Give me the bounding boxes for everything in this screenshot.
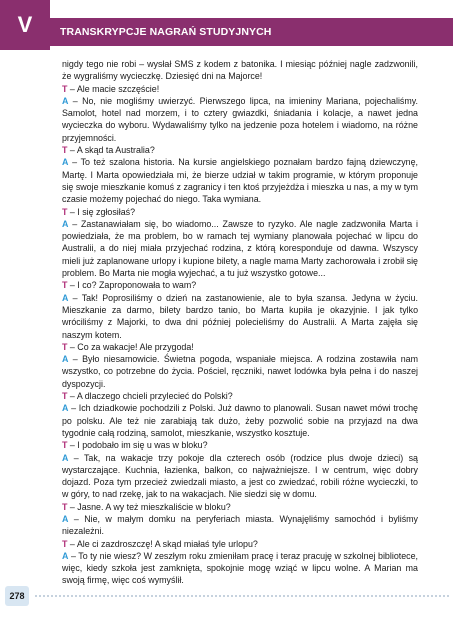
speaker-label: A bbox=[62, 292, 69, 303]
speaker-label: A bbox=[62, 513, 69, 524]
line-text: I się zgłosiłaś? bbox=[77, 206, 136, 217]
transcript-line bbox=[62, 144, 418, 156]
speaker-dash: – bbox=[68, 95, 83, 106]
unit-letter: V bbox=[17, 12, 33, 37]
speaker-dash: – bbox=[68, 218, 81, 229]
speaker-label: A bbox=[62, 550, 69, 561]
speaker-label: T bbox=[62, 341, 68, 352]
speaker-dash: – bbox=[68, 403, 79, 414]
transcript-line bbox=[62, 95, 418, 144]
transcript-line bbox=[62, 550, 418, 587]
line-text: Tak! Poprosiliśmy o dzień na zastanowienie, ale to była szansa. Jedyna w życiu. Mieszkanie za darmo, bilety bardzo tanio, bo Marta kupiła je okazyjnie. I jak tylko wróciliśmy z Majorki, to dwa dni później polecieliśmy do Australii. A Marta zajęła się naszym kotem. bbox=[62, 292, 418, 340]
speaker-label: A bbox=[62, 354, 69, 365]
speaker-dash: – bbox=[67, 280, 78, 291]
speaker-dash: – bbox=[67, 501, 78, 512]
transcript-line bbox=[62, 292, 418, 341]
transcript-line bbox=[62, 390, 418, 402]
speaker-dash: – bbox=[68, 550, 79, 561]
speaker-label: T bbox=[62, 206, 68, 217]
unit-tab bbox=[0, 0, 50, 50]
speaker-label: T bbox=[62, 280, 68, 291]
speaker-dash: – bbox=[67, 538, 77, 549]
speaker-dash: – bbox=[67, 391, 77, 402]
section-header bbox=[50, 18, 453, 46]
speaker-label: T bbox=[62, 145, 68, 156]
line-text: Tak, na wakacje trzy pokoje dla czterech osób (rodzice plus dwoje dzieci) są wystarczające. Kuchnia, łazienka, balkon, co najważniejsze. I w centrum, więc dobry dojazd. Poza tym przecież zwiedzali miasto, a jest co zwiedzać, robili różne wycieczki, to w góry, to nad rzekę, jak to na wakacjach. Nie siedzi się w domu. bbox=[62, 452, 418, 500]
speaker-dash: – bbox=[68, 292, 82, 303]
speaker-dash: – bbox=[67, 145, 77, 156]
line-text: Ale ci zazdroszczę! A skąd miałaś tyle urlopu? bbox=[76, 538, 258, 549]
speaker-label: A bbox=[62, 452, 69, 463]
section-title: TRANSKRYPCJE NAGRAŃ STUDYJNYCH bbox=[60, 26, 272, 38]
transcript-line bbox=[62, 439, 418, 451]
transcript-line bbox=[62, 83, 418, 95]
line-text: Ich dziadkowie pochodzili z Polski. Już dawno to planowali. Susan nawet mówi trochę po polsku. Ale też nie zarabiają tak dużo, żeby pozwolić sobie na przyjazd na dwa tygodnie całą rodziną, samolot, mieszkanie, wszystko kosztuje. bbox=[62, 403, 418, 438]
speaker-label: T bbox=[62, 538, 68, 549]
speaker-label: A bbox=[62, 157, 69, 168]
line-text: No, nie mogliśmy uwierzyć. Pierwszego lipca, na imieniny Mariana, pojechaliśmy. Samolot, hotel nad morzem, i to cztery gwiazdki, śniadania i kolacje, a nawet jedna wycieczka do wyboru. Wydawaliśmy tylko na jedzenie poza hotelem i wiadomo, na różne przyjemności. bbox=[62, 95, 418, 143]
transcript-line bbox=[62, 501, 418, 513]
page-number: 278 bbox=[5, 586, 29, 606]
speaker-label: T bbox=[62, 83, 68, 94]
speaker-dash: – bbox=[67, 206, 78, 217]
speaker-dash: – bbox=[68, 513, 85, 524]
transcript-line bbox=[62, 513, 418, 538]
transcript-line bbox=[62, 538, 418, 550]
line-text: Co za wakacje! Ale przygoda! bbox=[77, 341, 194, 352]
line-text: To ty nie wiesz? W zeszłym roku zmieniłam pracę i teraz pracuję w szkolnej bibliotece, więc, kiedy szkoła jest zamknięta, spokojnie mogę wziąć w lipcu wolne. A Marian ma swoją firmę, więc coś wymyślił. bbox=[62, 550, 418, 586]
speaker-dash: – bbox=[67, 83, 77, 94]
speaker-dash: – bbox=[68, 354, 83, 365]
line-text: Nie, w małym domku na peryferiach miasta. Wynajęliśmy samochód i byliśmy niezależni. bbox=[62, 513, 418, 537]
speaker-label: T bbox=[62, 501, 68, 512]
transcript-line bbox=[62, 156, 418, 205]
speaker-label: A bbox=[62, 218, 69, 229]
line-text: A dlaczego chcieli przylecieć do Polski? bbox=[76, 391, 233, 402]
speaker-label: T bbox=[62, 440, 68, 451]
transcript-line bbox=[62, 452, 418, 501]
line-text: Było niesamowicie. Świetna pogoda, wspaniałe miejsca. A rodzina zostawiła nam wszystko, co potrzebne do życia. Pościel, ręczniki, nawet lodówka była pełna i do naszej dyspozycji. bbox=[62, 354, 418, 389]
line-text: A skąd ta Australia? bbox=[76, 145, 155, 156]
speaker-dash: – bbox=[67, 440, 78, 451]
speaker-label: T bbox=[62, 391, 68, 402]
transcript-body bbox=[62, 58, 418, 587]
line-text: I co? Zaproponowała to wam? bbox=[77, 280, 197, 291]
speaker-dash: – bbox=[68, 157, 81, 168]
speaker-dash: – bbox=[68, 452, 84, 463]
page-footer bbox=[0, 586, 453, 610]
line-text: Zastanawiałam się, bo wiadomo... Zawsze to ryzyko. Ale nagle zadzwoniła Marta i powiedziała, że ma problem, bo w ramach tej wymiany planowała pojechać w lipcu do Australii, a do niej miała przyjechać rodzina, z którą koresponduje od dawna. Wszyscy mieli już zaplanowane urlopy i kupione bilety, a nagle mama Marty zachorowała i zrobił się problem. Bo Marta nie mogła wyjechać, a tu już wszystko gotowe... bbox=[62, 218, 418, 279]
line-text: Ale macie szczęście! bbox=[76, 83, 160, 94]
transcript-line bbox=[62, 218, 418, 279]
dotted-rule bbox=[34, 595, 450, 597]
speaker-dash: – bbox=[67, 341, 78, 352]
line-text: To też szalona historia. Na kursie angielskiego poznałam bardzo fajną dziewczynę, Martę. I Marta opowiedziała mi, że bierze udział w takim programie, w którym proponuje się swoje mieszkanie komuś z zagranicy i ten ktoś przyjeżdża i mieszka u nas, a my w tym czasie możemy pojechać do niego. Taka wymiana. bbox=[62, 157, 418, 205]
transcript-line bbox=[62, 402, 418, 439]
speaker-label: A bbox=[62, 403, 69, 414]
line-text: nigdy tego nie robi – wysłał SMS z kodem z batonika. I miesiąc później nagle zadzwonili, że wygraliśmy wycieczkę. Dziesięć dni na Majorce! bbox=[62, 59, 418, 82]
transcript-line bbox=[62, 279, 418, 291]
line-text: I podobało im się u was w bloku? bbox=[77, 440, 208, 451]
line-text: Jasne. A wy też mieszkaliście w bloku? bbox=[77, 501, 231, 512]
transcript-line bbox=[62, 341, 418, 353]
transcript-line bbox=[62, 58, 418, 83]
transcript-line bbox=[62, 353, 418, 390]
speaker-label: A bbox=[62, 95, 69, 106]
transcript-line bbox=[62, 206, 418, 218]
